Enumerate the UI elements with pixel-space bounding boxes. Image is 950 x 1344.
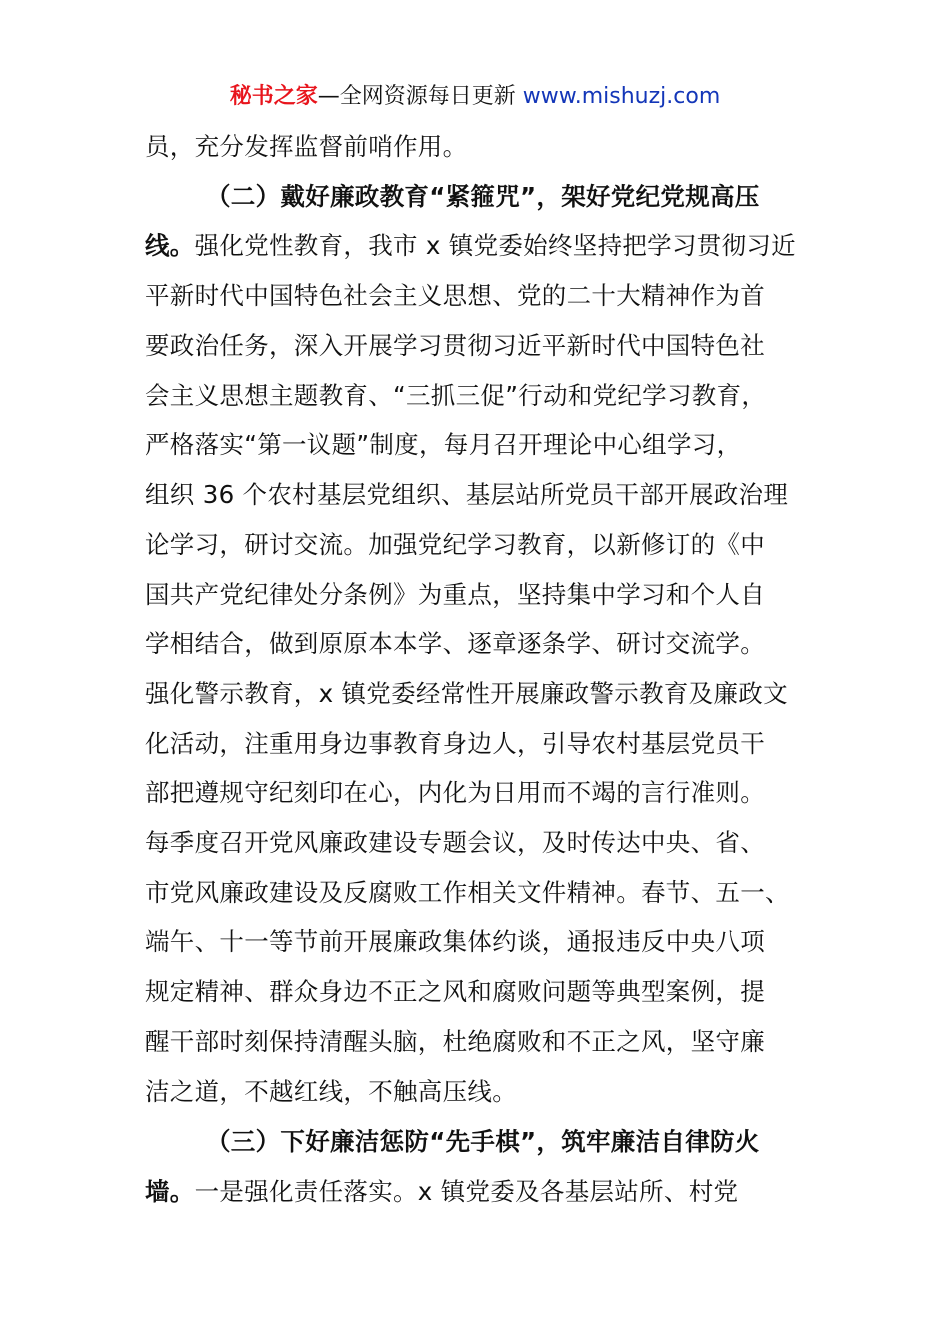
text-line: [145, 1175, 825, 1209]
text-line: [145, 379, 825, 413]
line-text: 醒干部时刻保持清醒头脑，杜绝腐败和不正之风，坚守廉: [145, 1027, 765, 1056]
line-text: 平新时代中国特色社会主义思想、党的二十大精神作为首: [145, 281, 765, 310]
text-line: [145, 876, 825, 910]
line-text: 每季度召开党风廉政建设专题会议，及时传达中央、省、: [145, 828, 765, 857]
line-text: 论学习，研讨交流。加强党纪学习教育，以新修订的《中: [145, 530, 765, 559]
line-text: 学相结合，做到原原本本学、逐章逐条学、研讨交流学。: [145, 629, 765, 658]
line-text: 化活动，注重用身边事教育身边人，引导农村基层党员干: [145, 729, 765, 758]
line-text: 规定精神、群众身边不正之风和腐败问题等典型案例，提: [145, 977, 765, 1006]
heading-text: 墙。: [145, 1177, 195, 1206]
site-url-link[interactable]: www.mishuzj.com: [522, 84, 721, 109]
text-line: [145, 279, 825, 313]
heading-text: （二）戴好廉政教育“紧箍咒”，架好党纪党规高压: [206, 182, 760, 211]
text-line: [145, 130, 825, 164]
line-text: 员，充分发挥监督前哨作用。: [145, 132, 468, 161]
heading-text: 线。: [145, 231, 195, 260]
line-text: 一是强化责任落实。x 镇党委及各基层站所、村党: [194, 1177, 739, 1206]
text-line: [145, 528, 825, 562]
text-line: [145, 727, 825, 761]
text-line: [145, 826, 825, 860]
line-text: 会主义思想主题教育、“三抓三促”行动和党纪学习教育，: [145, 381, 767, 410]
text-line: [145, 229, 825, 263]
line-text: 市党风廉政建设及反腐败工作相关文件精神。春节、五一、: [145, 878, 790, 907]
header-tagline: —全网资源每日更新: [317, 84, 516, 109]
page-header: [0, 80, 950, 114]
text-line: [145, 578, 825, 612]
text-line: [145, 1025, 825, 1059]
text-line: [145, 329, 825, 363]
text-line: [145, 428, 825, 462]
text-line: [145, 478, 825, 512]
text-line: [145, 677, 825, 711]
text-line: [145, 1075, 825, 1109]
line-text: 强化警示教育，x 镇党委经常性开展廉政警示教育及廉政文: [145, 679, 788, 708]
section-heading-2: [206, 180, 886, 214]
line-text: 洁之道，不越红线，不触高压线。: [145, 1077, 517, 1106]
line-text: 严格落实“第一议题”制度，每月召开理论中心组学习，: [145, 430, 742, 459]
line-text: 组织 36 个农村基层党组织、基层站所党员干部开展政治理: [145, 480, 789, 509]
line-text: 要政治任务，深入开展学习贯彻习近平新时代中国特色社: [145, 331, 765, 360]
section-heading-3: [206, 1125, 886, 1159]
text-line: [145, 627, 825, 661]
brand-name: 秘书之家: [229, 84, 318, 109]
line-text: 部把遵规守纪刻印在心，内化为日用而不竭的言行准则。: [145, 778, 765, 807]
text-line: [145, 925, 825, 959]
heading-text: （三）下好廉洁惩防“先手棋”，筑牢廉洁自律防火: [206, 1127, 760, 1156]
line-text: 强化党性教育，我市 x 镇党委始终坚持把学习贯彻习近: [194, 231, 796, 260]
text-line: [145, 776, 825, 810]
line-text: 端午、十一等节前开展廉政集体约谈，通报违反中央八项: [145, 927, 765, 956]
line-text: 国共产党纪律处分条例》为重点，坚持集中学习和个人自: [145, 580, 765, 609]
text-line: [145, 975, 825, 1009]
